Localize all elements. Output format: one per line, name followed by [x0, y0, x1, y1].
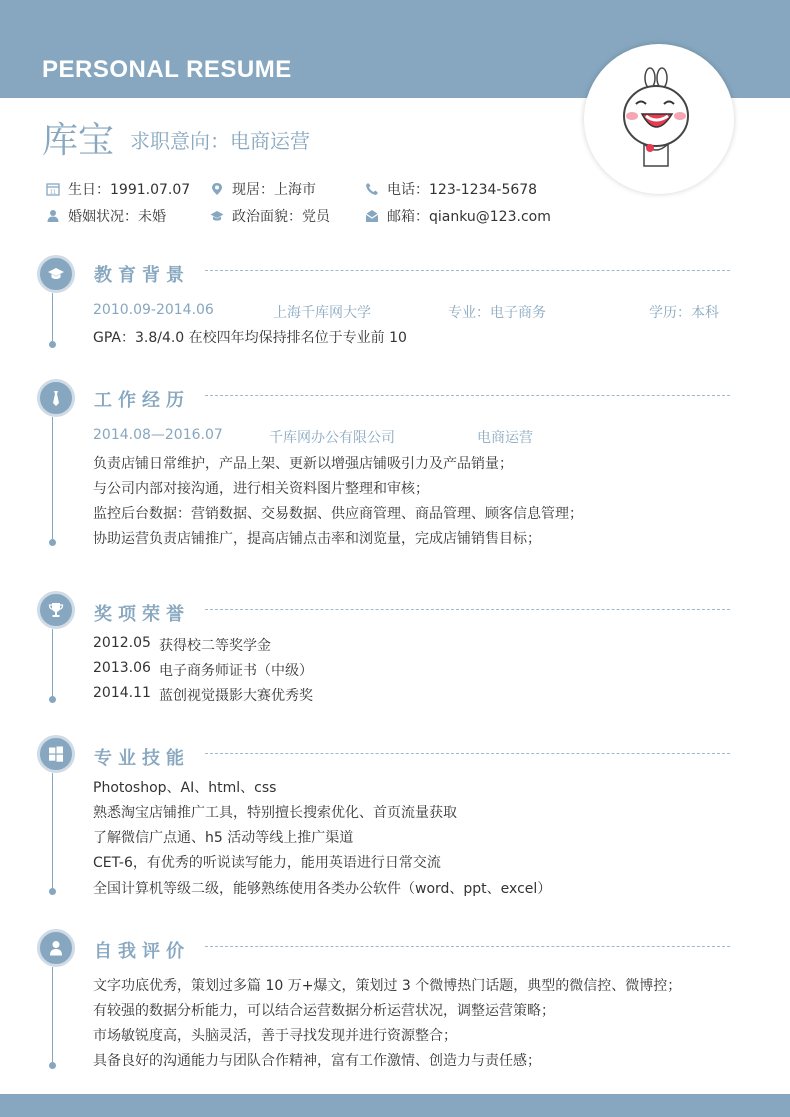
political-text: 政治面貌：党员: [232, 209, 330, 225]
work-duty: 与公司内部对接沟通，进行相关资料图片整理和审核；: [93, 481, 429, 497]
graduation-cap-icon: [210, 209, 224, 223]
education-timeline: [52, 293, 53, 344]
info-birth: [46, 179, 190, 199]
footer-bar: [0, 1094, 790, 1117]
awards-section-icon: [37, 591, 75, 629]
skills-timeline: [52, 773, 53, 891]
self-divider: [205, 946, 730, 947]
award-text: 电子商务师证书（中级）: [159, 663, 313, 679]
award-text: 蓝创视觉摄影大赛优秀奖: [159, 688, 313, 704]
education-timeline-dot: [49, 341, 56, 348]
awards-title: 奖项荣誉: [94, 604, 190, 625]
info-marital: [46, 206, 166, 226]
skills-title: 专业技能: [94, 748, 190, 769]
graduation-cap-icon: [47, 265, 65, 283]
awards-timeline-dot: [49, 696, 56, 703]
marital-text: 婚姻状况：未婚: [68, 209, 166, 225]
self-timeline: [52, 967, 53, 1065]
work-divider: [205, 395, 730, 396]
award-date: 2012.05: [93, 635, 151, 651]
necktie-icon: [47, 389, 65, 407]
work-period: 2014.08—2016.07: [93, 427, 223, 443]
skill-item: 了解微信广点通、h5 活动等线上推广渠道: [93, 830, 354, 846]
phone-text: 电话：123-1234-5678: [387, 182, 538, 198]
resume-name: 库宝: [42, 120, 115, 161]
skill-item: CET-6，有优秀的听说读写能力，能用英语进行日常交流: [93, 855, 441, 871]
skill-item: Photoshop、AI、html、css: [93, 780, 277, 796]
awards-divider: [205, 609, 730, 610]
work-timeline-dot: [49, 539, 56, 546]
person-icon: [47, 939, 65, 957]
calendar-icon: [46, 182, 60, 196]
windows-grid-icon: [47, 745, 65, 763]
self-timeline-dot: [49, 1062, 56, 1069]
info-phone: [365, 179, 537, 199]
job-intent: 求职意向：电商运营: [130, 129, 310, 153]
education-title: 教育背景: [94, 265, 190, 286]
award-date: 2013.06: [93, 660, 151, 676]
self-item: 文字功底优秀，策划过多篇 10 万+爆文，策划过 3 个微博热门话题，典型的微信控、微博控；: [93, 978, 682, 994]
work-duty: 监控后台数据：营销数据、交易数据、供应商管理、商品管理、顾客信息管理；: [93, 506, 583, 522]
education-degree: 学历：本科: [649, 305, 719, 321]
award-date: 2014.11: [93, 685, 151, 701]
education-divider: [205, 270, 730, 271]
info-email: [365, 206, 551, 226]
education-school: 上海千库网大学: [273, 305, 371, 321]
self-item: 具备良好的沟通能力与团队合作精神，富有工作激情、创造力与责任感；: [93, 1053, 541, 1069]
self-item: 市场敏锐度高，头脑灵活，善于寻找发现并进行资源整合；: [93, 1028, 457, 1044]
work-company: 千库网办公有限公司: [269, 430, 395, 446]
work-position: 电商运营: [477, 430, 533, 446]
education-major: 专业：电子商务: [448, 305, 546, 321]
birth-text: 生日：1991.07.07: [68, 182, 191, 198]
skill-item: 熟悉淘宝店铺推广工具，特别擅长搜索优化、首页流量获取: [93, 805, 457, 821]
svg-text:11: 11: [49, 189, 57, 196]
avatar: [584, 44, 734, 194]
location-pin-icon: [210, 182, 224, 196]
work-duty: 负责店铺日常维护，产品上架、更新以增强店铺吸引力及产品销量；: [93, 456, 513, 472]
awards-timeline: [52, 629, 53, 699]
info-residence: [210, 179, 316, 199]
email-text: 邮箱：qianku@123.com: [387, 209, 551, 225]
residence-text: 现居：上海市: [232, 182, 316, 198]
education-gpa: GPA：3.8/4.0 在校四年均保持排名位于专业前 10: [93, 330, 407, 346]
mail-icon: [365, 209, 379, 223]
self-title: 自我评价: [94, 941, 190, 962]
education-section-icon: [37, 255, 75, 293]
skill-item: 全国计算机等级二级，能够熟练使用各类办公软件（word、ppt、excel）: [93, 881, 552, 897]
award-text: 获得校二等奖学金: [159, 638, 271, 654]
banner-title: PERSONAL RESUME: [42, 56, 292, 83]
phone-icon: [365, 182, 379, 196]
work-section-icon: [37, 379, 75, 417]
info-political: [210, 206, 330, 226]
trophy-icon: [47, 601, 65, 619]
user-icon: [46, 209, 60, 223]
work-duty: 协助运营负责店铺推广，提高店铺点击率和浏览量，完成店铺销售目标；: [93, 531, 541, 547]
work-title: 工作经历: [94, 390, 190, 411]
cartoon-avatar-icon: [584, 44, 734, 194]
skills-timeline-dot: [49, 888, 56, 895]
self-section-icon: [37, 929, 75, 967]
self-item: 有较强的数据分析能力，可以结合运营数据分析运营状况，调整运营策略；: [93, 1003, 555, 1019]
skills-section-icon: [37, 735, 75, 773]
education-period: 2010.09-2014.06: [93, 302, 214, 318]
skills-divider: [205, 753, 730, 754]
work-timeline: [52, 417, 53, 542]
